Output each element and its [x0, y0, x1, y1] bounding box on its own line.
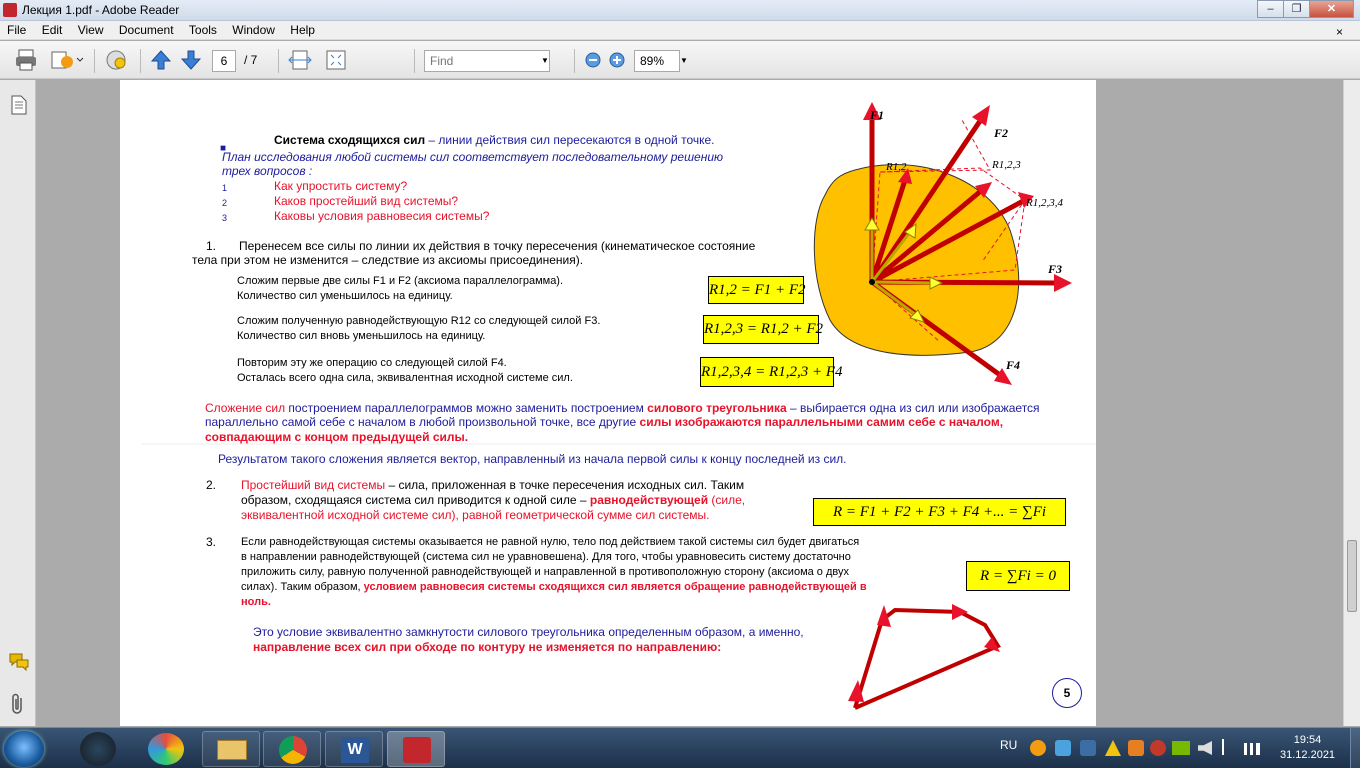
start-button[interactable]	[4, 731, 44, 767]
word-icon: W	[341, 737, 369, 763]
step3-line-4	[241, 580, 867, 594]
steam-icon[interactable]	[80, 732, 116, 766]
formula-r123: R1,2,3 = R1,2 + F2	[703, 315, 819, 344]
step2-rest: – сила, приложенная в точке пересечения исходных сил. Таким	[385, 478, 745, 492]
closure-line-2: направление всех сил при обходе по контуру не изменяется по направлению:	[253, 640, 722, 654]
tray-app-icon[interactable]	[1080, 740, 1096, 756]
tray-app-icon[interactable]	[1055, 740, 1071, 756]
label-f3: F3	[1048, 262, 1063, 276]
menu-file[interactable]: File	[7, 23, 27, 37]
question-num: 1	[222, 183, 228, 193]
zoom-dropdown-icon[interactable]: ▼	[680, 56, 688, 65]
minimize-button[interactable]: –	[1257, 0, 1284, 18]
clock-date: 31.12.2021	[1280, 749, 1336, 761]
show-desktop-button[interactable]	[1350, 728, 1360, 768]
step3-num: 3.	[206, 535, 217, 549]
zoom-out-icon[interactable]	[584, 49, 602, 71]
explorer-taskbar-button[interactable]	[202, 731, 260, 767]
label-f4: F4	[1006, 358, 1021, 372]
para-red-1: Сложение сил	[205, 401, 286, 415]
para-blue-3: параллельно самой себе с началом в любой произвольной точке, все другие	[205, 415, 640, 429]
step1-line-1: Перенесем все силы по линии их действия в точку пересечения (кинематическое состояние	[239, 239, 756, 253]
step3-line-5: ноль.	[241, 596, 271, 608]
comments-panel-icon[interactable]	[8, 652, 30, 672]
system-clock[interactable]	[1280, 733, 1335, 763]
add2-line-2: Количество сил вновь уменьшилось на единицу.	[237, 330, 486, 342]
close-button[interactable]: ✕	[1309, 0, 1354, 18]
menu-tools[interactable]: Tools	[188, 23, 217, 37]
previous-page-icon[interactable]	[150, 49, 172, 71]
toolbar-separator	[140, 49, 141, 73]
zoom-in-icon[interactable]	[608, 49, 626, 71]
step1-num: 1.	[206, 239, 217, 253]
step2-line-2	[241, 493, 745, 507]
para-blue-1: построением параллелограммов можно заменить построением	[285, 401, 648, 415]
heading-bold: Система сходящихся сил	[274, 133, 426, 147]
formula-r12: R1,2 = F1 + F2	[708, 276, 804, 304]
step3-line-1: Если равнодействующая системы оказывается не равной нулю, тело под действием такой системы сил будет двигаться	[241, 536, 860, 548]
adobe-reader-taskbar-button[interactable]	[387, 731, 445, 767]
word-taskbar-button[interactable]	[325, 731, 383, 767]
page-total: / 7	[244, 53, 258, 67]
page-number-input[interactable]: 6	[212, 50, 236, 72]
add1-line-2: Количество сил уменьшилось на единицу.	[237, 290, 453, 302]
menu-bar	[0, 21, 1360, 40]
find-input[interactable]: Find	[424, 50, 550, 72]
paint-icon[interactable]	[148, 733, 184, 765]
plan-line-2: трех вопросов :	[222, 164, 313, 178]
label-r123: R1,2,3	[992, 159, 1021, 171]
toolbar-separator	[574, 49, 575, 73]
question-text: Как упростить систему?	[274, 179, 408, 193]
chrome-icon	[279, 736, 307, 764]
title-bar	[0, 0, 1360, 21]
tray-app-icon[interactable]	[1128, 740, 1144, 756]
add3-line-2: Осталась всего одна сила, эквивалентная исходной системе сил.	[237, 372, 573, 384]
label-r12: R1,2	[886, 161, 907, 173]
para-blue-2: – выбирается одна из сил или изображается	[786, 401, 1040, 415]
fit-width-icon[interactable]	[288, 49, 312, 71]
menu-edit[interactable]: Edit	[41, 23, 63, 37]
step3-condition: условием равновесия системы сходящихся сил является обращение равнодействующей в	[363, 581, 867, 593]
page-number-badge: 5	[1052, 678, 1082, 708]
folder-icon	[217, 740, 247, 760]
para-red-2: силового треугольника	[647, 401, 787, 415]
step3-line-2: в направлении равнодействующей (система сил не уравновешена). Для того, чтобы уравновесить систему достаточно	[241, 551, 851, 563]
add1-line-1: Сложим первые две силы F1 и F2 (аксиома параллелограмма).	[237, 275, 564, 287]
label-f1: F1	[870, 108, 885, 122]
maximize-button[interactable]: ❐	[1283, 0, 1310, 18]
toolbar-separator	[278, 49, 279, 73]
triangle-para-line-1	[205, 401, 1040, 415]
pdf-page	[120, 80, 1096, 726]
next-page-icon[interactable]	[180, 49, 202, 71]
adobe-reader-icon	[3, 3, 17, 17]
formula-resultant-sum: R = F1 + F2 + F3 + F4 +... = ∑Fi	[813, 498, 1066, 526]
formula-r1234: R1,2,3,4 = R1,2,3 + F4	[700, 357, 834, 387]
triangle-para-line-3: совпадающим с концом предыдущей силы.	[205, 430, 469, 444]
add2-line-1: Сложим полученную равнодействующую R12 со следующей силой F3.	[237, 315, 601, 327]
question-text: Каковы условия равновесия системы?	[274, 209, 490, 223]
step2-red: Простейший вид системы	[241, 478, 386, 492]
heading-rest: – линии действия сил пересекаются в одной точке.	[425, 133, 715, 147]
fit-page-icon[interactable]	[324, 49, 348, 71]
question-num: 3	[222, 213, 228, 223]
step2-red-tail: (силе,	[708, 493, 746, 507]
print-icon[interactable]	[14, 49, 38, 71]
label-f2: F2	[994, 126, 1009, 140]
menu-help[interactable]: Help	[290, 23, 315, 37]
adobe-reader-icon	[403, 737, 431, 763]
question-num: 2	[222, 198, 228, 208]
close-document-button[interactable]: ×	[1335, 25, 1343, 39]
language-indicator[interactable]: RU	[1000, 738, 1018, 752]
step2-line-1	[241, 478, 744, 492]
intersection-point	[869, 279, 875, 285]
tray-app-icon[interactable]	[1105, 740, 1121, 756]
question-text: Каков простейший вид системы?	[274, 194, 459, 208]
tray-app-icon[interactable]	[1150, 740, 1166, 756]
scrollbar-thumb[interactable]	[1347, 540, 1357, 612]
attachments-icon[interactable]	[9, 692, 27, 716]
menu-window[interactable]: Window	[232, 23, 275, 37]
chrome-taskbar-button[interactable]	[263, 731, 321, 767]
para-red-3: силы изображаются параллельными самим себе с началом,	[639, 415, 1004, 429]
network-icon[interactable]	[1244, 743, 1260, 755]
share-icon[interactable]	[50, 49, 84, 71]
triangle-para-line-2	[205, 415, 1003, 429]
step3-line-3: приложить силу, равную полученной равнодействующей и направленной в противоположную сторону (аксиома о двух	[241, 566, 849, 578]
volume-icon[interactable]	[1198, 741, 1212, 755]
bullet-icon: ■	[220, 143, 227, 154]
toolbar-separator	[94, 49, 95, 73]
step2-resultant: равнодействующей	[589, 493, 709, 507]
step2-line-3: эквивалентной исходной системе сил), равной геометрической сумме сил системы.	[241, 508, 710, 522]
result-text: Результатом такого сложения является вектор, направленный из начала первой силы к концу последней из сил.	[218, 452, 847, 466]
pages-panel-icon[interactable]	[10, 94, 28, 116]
toolbar-separator	[414, 49, 415, 73]
nvidia-icon[interactable]	[1172, 741, 1190, 755]
closure-polygon	[848, 604, 1000, 708]
page-heading	[274, 133, 715, 147]
step2-num: 2.	[206, 478, 217, 492]
window-controls	[1258, 0, 1354, 19]
step2-text: образом, сходящаяся система сил приводится к одной силе –	[241, 493, 590, 507]
label-r1234: R1,2,3,4	[1026, 197, 1063, 209]
clock-time: 19:54	[1293, 734, 1322, 746]
menu-document[interactable]: Document	[118, 23, 174, 37]
step3-text: силах). Таким образом,	[241, 581, 364, 593]
zoom-input[interactable]: 89%	[634, 50, 680, 72]
navigation-panel	[0, 80, 36, 726]
plan-line-1: План исследования любой системы сил соответствует последовательному решению	[222, 150, 724, 164]
comment-icon[interactable]	[104, 49, 130, 71]
add3-line-1: Повторим эту же операцию со следующей силой F4.	[237, 357, 507, 369]
formula-equilibrium: R = ∑Fi = 0	[966, 561, 1070, 591]
step1-line-2: тела при этом не изменится – следствие из аксиомы присоединения).	[192, 253, 584, 267]
taskbar	[0, 727, 1360, 768]
vertical-scrollbar[interactable]	[1343, 80, 1360, 726]
action-center-icon[interactable]	[1222, 739, 1234, 755]
window-title: Лекция 1.pdf - Adobe Reader	[22, 3, 180, 17]
tray-app-icon[interactable]	[1030, 740, 1046, 756]
find-dropdown-icon[interactable]: ▼	[541, 56, 549, 65]
closure-line-1: Это условие эквивалентно замкнутости силового треугольника определенным образом, а именно,	[253, 625, 804, 639]
menu-view[interactable]: View	[77, 23, 104, 37]
toolbar	[0, 41, 1360, 79]
